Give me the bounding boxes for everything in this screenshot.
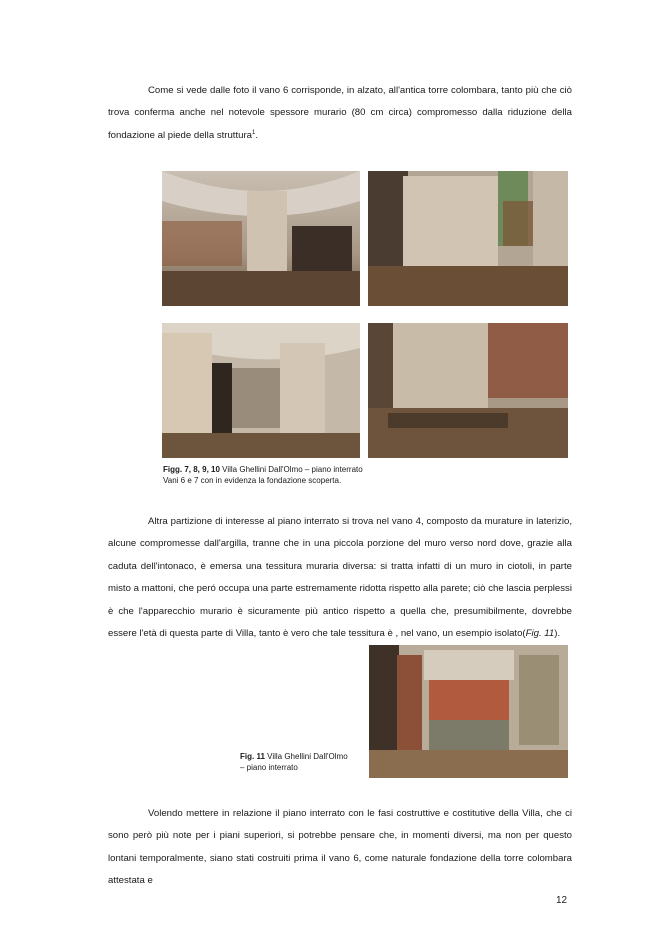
photo-fig-7 [162, 171, 360, 306]
photo-fig-8 [368, 171, 568, 306]
photo-fig-11 [369, 645, 568, 778]
paragraph-2 [108, 511, 572, 645]
page-number: 12 [556, 895, 568, 906]
caption-line-1: Villa Ghellini Dall'Olmo [264, 752, 348, 761]
paragraph-1-text: Come si vede dalle foto il vano 6 corrisponde, in alzato, all'antica torre colombara, tanto più che ciò trova conferma anche nel notevole spessore murario (80 cm circa) compromesso dalla riduzione della fondazione al piede della struttura [108, 85, 572, 141]
caption-line-2: – piano interrato [240, 763, 298, 772]
figure-caption-7-10 [163, 464, 403, 486]
caption-label: Fig. 11 [240, 752, 265, 761]
paragraph-1 [108, 80, 572, 147]
photo-fig-9 [162, 323, 360, 458]
paragraph-2-end: ). [554, 628, 561, 640]
paragraph-2-text: Altra partizione di interesse al piano interrato si trova nel vano 4, composto da murature in laterizio, alcune compromesse dall'argilla, tranne che in una piccola porzione del muro verso nord dove, grazie alla caduta dell'intonaco, è emersa una tessitura muraria diversa: si tratta infatti di un muro in ciotoli, in parte misto a mattoni, che peró occupa una parte estremamente ridotta rispetto alla parete; ciò che lascia perplessi è che l'apparecchio murario è sicuramente più antico rispetto a quella che, presumibilmente, dovrebbe essere l'età di questa parte di Villa, tanto è vero che tale tessitura è , nel vano, un esempio isolato( [108, 516, 572, 640]
paragraph-3-text: Volendo mettere in relazione il piano interrato con le fasi costruttive e costitutive della Villa, che ci sono però più note per i piani superiori, si potrebbe pensare che, in momenti diversi, ma non per questo lontani temporalmente, siano stati costruiti prima il vano 6, come naturale fondazione della torre colombara attestata e [108, 808, 572, 887]
paragraph-3 [108, 803, 572, 893]
figure-caption-11 [240, 751, 360, 773]
footnote-ref[interactable]: 1 [252, 129, 256, 136]
figure-ref[interactable]: Fig. 11 [525, 628, 555, 640]
paragraph-1-end: . [255, 129, 259, 141]
photo-fig-10 [368, 323, 568, 458]
caption-label: Figg. 7, 8, 9, 10 [163, 465, 220, 474]
caption-line-1: Villa Ghellini Dall'Olmo – piano interrato [219, 465, 363, 474]
caption-line-2: Vani 6 e 7 con in evidenza la fondazione scoperta. [163, 476, 342, 485]
